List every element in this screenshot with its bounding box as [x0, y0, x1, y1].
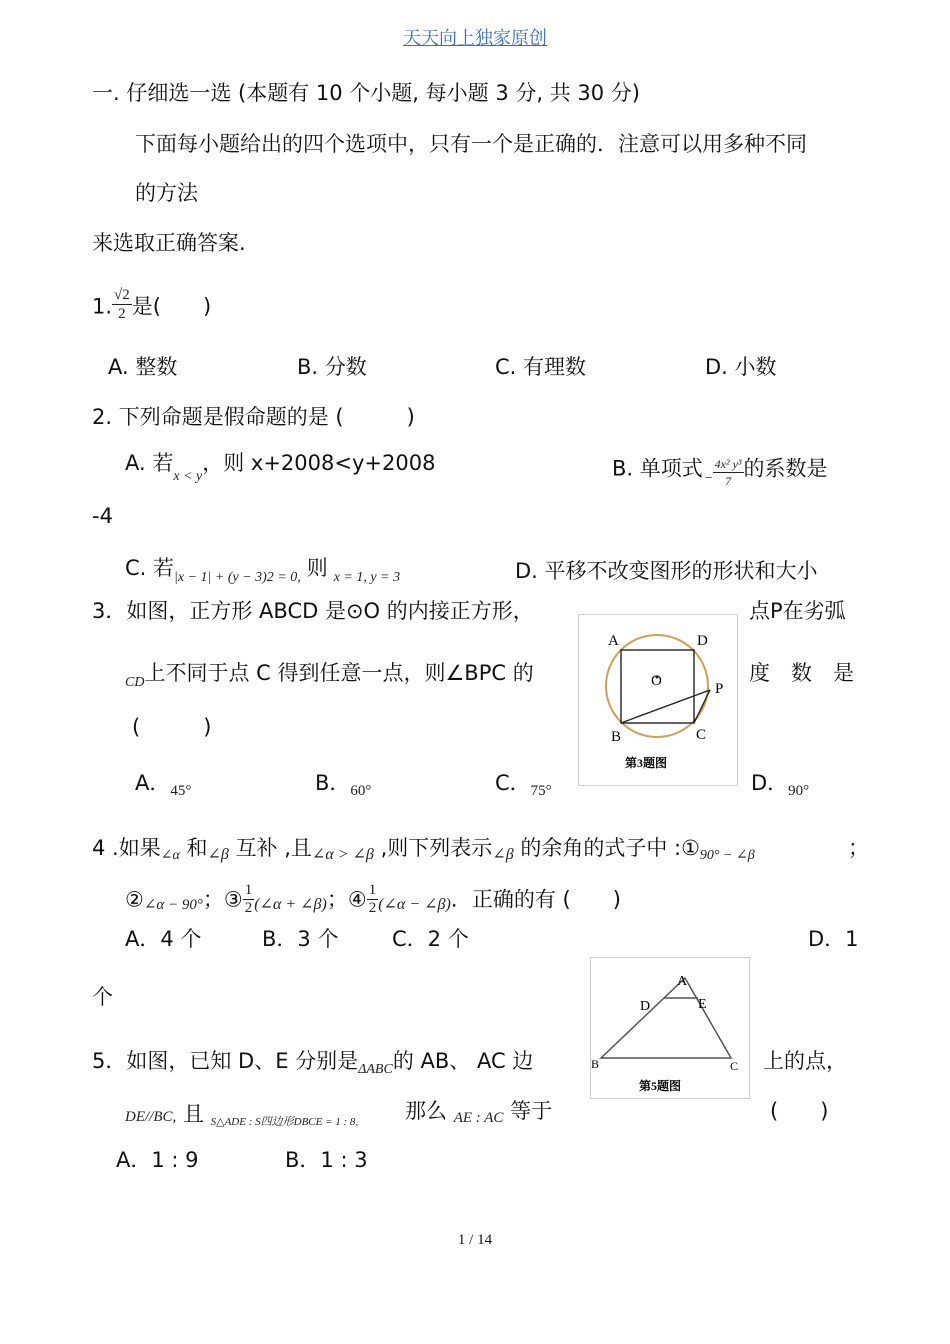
label-o: O — [651, 673, 662, 689]
label-b: B — [611, 729, 622, 745]
arc-cd-label: CD — [125, 675, 145, 690]
solution-math: x = 1, y = 3 — [333, 570, 401, 585]
question-4-line-1: 4 .如果∠α 和∠β 互补 ,且∠α > ∠β ,则下列表示∠β 的余角的式子中 :①90° − ∠β — [92, 836, 755, 863]
question-5-line-1: 5．如图，已知 D、E 分别是$_{\Delta ABC}$的 AB、 AC 边 — [92, 1049, 534, 1077]
instruction-line-2: 的方法 — [135, 181, 198, 205]
label-b: B — [591, 1057, 600, 1071]
question-3-line-1-tail: 点P在劣弧 — [749, 599, 846, 623]
q4-option-a[interactable]: A．4 个 — [125, 927, 202, 951]
header-title[interactable]: 天天向上独家原创 — [403, 28, 547, 49]
label-c: C — [696, 727, 707, 743]
label-d: D — [697, 633, 708, 649]
q3-option-d[interactable]: D．$_{90^\circ}$ — [751, 771, 810, 799]
q4-option-d[interactable]: D．1 — [808, 927, 859, 951]
q2-option-b[interactable]: B. 单项式 $_-$ $\frac{\text{4x² y³}}{7}$ 的系数是 — [612, 456, 828, 488]
question-1-stem — [92, 287, 212, 323]
figure-5-triangle — [590, 957, 750, 1099]
instruction-line-3: 来选取正确答案. — [92, 231, 246, 255]
q3-option-b[interactable]: B．$_{60^\circ}$ — [315, 771, 372, 799]
question-4-line-2: ②∠α − 90°；③ $\frac{1}{2}$ (∠α + ∠β)；④ $\frac{1}{2}$ (∠α − ∠β)．正确的有 ( ) — [125, 882, 621, 916]
q2-option-c[interactable]: C. 若$_{|x - 1| + (y - 3)2 = 0,}$ 则 $_{x = 1, y = 3}$ — [125, 556, 401, 585]
figure-5-svg — [591, 958, 749, 1098]
instruction-line-1: 下面每小题给出的四个选项中，只有一个是正确的．注意可以用多种不同 — [135, 132, 807, 156]
monomial-fraction: $\frac{\text{4x² y³}}{7}$ — [714, 457, 742, 488]
q2-option-d[interactable]: D. 平移不改变图形的形状和大小 — [515, 559, 818, 583]
q3-option-c[interactable]: C．$_{75^\circ}$ — [495, 771, 552, 799]
figure-5-caption: 第5题图 — [639, 1079, 682, 1093]
q3-option-a[interactable]: A．$_{45^\circ}$ — [135, 771, 192, 799]
question-2-stem: 2. 下列命题是假命题的是 ( ) — [92, 405, 415, 429]
label-p: P — [715, 681, 724, 697]
figure-3-svg — [579, 615, 737, 785]
q1-option-c[interactable]: C. 有理数 — [495, 355, 587, 379]
q5-option-b[interactable]: B．1 : 3 — [285, 1148, 368, 1172]
label-a: A — [677, 974, 688, 989]
q4-option-b[interactable]: B．3 个 — [262, 927, 339, 951]
abs-equation-math: |x − 1| + (y − 3)2 = 0, — [174, 570, 301, 585]
q5-option-a[interactable]: A．1 : 9 — [116, 1148, 199, 1172]
question-3-paren: ( ) — [132, 715, 212, 739]
q1-option-a[interactable]: A. 整数 — [108, 355, 178, 379]
x-lt-y-math: x < y — [173, 469, 203, 484]
question-5-line-2: DE//BC, 且 S△ADE : S四边形DBCE = 1 : 8, — [125, 1102, 359, 1128]
q1-option-b[interactable]: B. 分数 — [297, 355, 367, 379]
triangle-abc — [601, 978, 731, 1058]
label-d: D — [640, 999, 651, 1014]
question-5-line-2-b: 那么 AE : AC 等于 — [405, 1099, 553, 1126]
q2-option-b-wrap: -4 — [92, 504, 113, 528]
section-heading: 一. 仔细选一选 (本题有 10 个小题, 每小题 3 分, 共 30 分) — [92, 81, 640, 105]
question-5-paren: ( ) — [770, 1099, 829, 1123]
half-fraction-4: $\frac{1}{2}$ — [368, 882, 377, 916]
q4-option-c[interactable]: C．2 个 — [392, 927, 469, 951]
question-3-line-2-tail: 度 数 是 — [749, 661, 854, 685]
question-1-number: 1. — [92, 294, 113, 319]
question-3-line-1: 3．如图，正方形 ABCD 是⊙O 的内接正方形， — [92, 599, 534, 623]
label-c: C — [730, 1059, 739, 1073]
half-fraction-3: $\frac{1}{2}$ — [244, 882, 253, 916]
question-5-line-1-tail: 上的点， — [763, 1049, 847, 1073]
page-number: 1 / 14 — [457, 1232, 493, 1248]
q2-option-a[interactable]: A. 若$_{x < y}$，则 x+2008<y+2008 — [125, 451, 436, 484]
q4-option-d-wrap: 个 — [92, 985, 113, 1009]
question-1-tail: 是( ) — [131, 294, 212, 319]
figure-3-caption: 第3题图 — [625, 756, 668, 770]
q1-option-d[interactable]: D. 小数 — [705, 355, 777, 379]
figure-3-circle-square — [578, 614, 738, 786]
label-a: A — [608, 633, 619, 649]
question-3-line-2: $_{CD}$上不同于点 C 得到任意一点，则∠BPC 的 — [125, 661, 534, 690]
sqrt2-over-2-fraction: $\frac{√2}{2}$ — [114, 287, 130, 322]
label-e: E — [698, 997, 707, 1012]
question-4-line-1-semicolon: ； — [848, 836, 869, 860]
